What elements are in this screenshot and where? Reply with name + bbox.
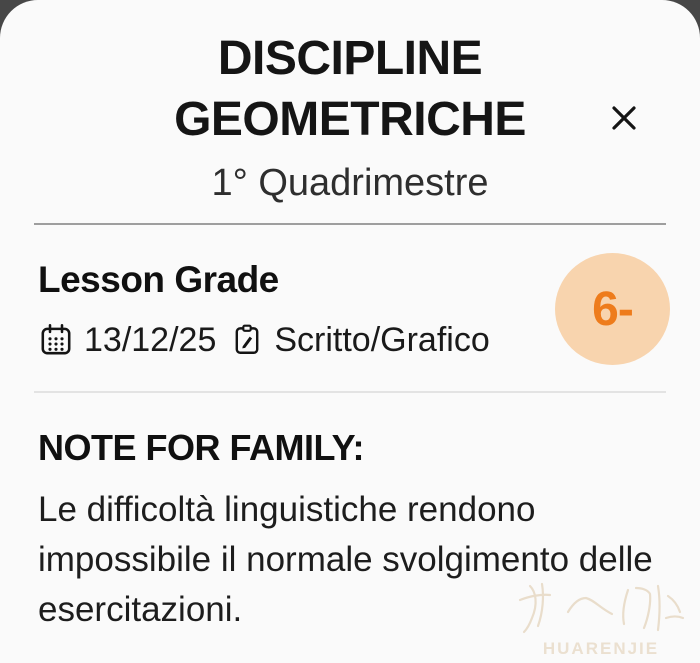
- note-section: [0, 427, 700, 635]
- note-body: Le difficoltà linguistiche rendono impossibile il normale svolgimento delle esercitazioni.: [38, 490, 653, 629]
- note-heading: NOTE FOR FAMILY:: [38, 427, 365, 468]
- header-divider: [34, 223, 666, 225]
- grade-meta-row: [38, 321, 490, 360]
- subject-title: DISCIPLINE GEOMETRICHE: [174, 32, 526, 146]
- watermark-latin: HUARENJIE: [542, 639, 660, 658]
- calendar-icon: [38, 322, 74, 358]
- grade-type: Scritto/Grafico: [274, 320, 490, 359]
- grade-date: 13/12/25: [84, 320, 217, 359]
- lesson-grade-heading: Lesson Grade: [38, 258, 279, 300]
- grade-badge: [555, 253, 670, 365]
- test-type-icon: [230, 323, 264, 357]
- close-button[interactable]: [600, 94, 648, 142]
- close-icon: [606, 100, 642, 136]
- lesson-grade-section: [0, 253, 700, 365]
- period-subtitle: 1° Quadrimestre: [211, 162, 489, 204]
- section-divider: [34, 391, 666, 393]
- grade-value: 6-: [592, 282, 633, 336]
- modal-header: [0, 0, 700, 150]
- grade-info: [38, 259, 490, 360]
